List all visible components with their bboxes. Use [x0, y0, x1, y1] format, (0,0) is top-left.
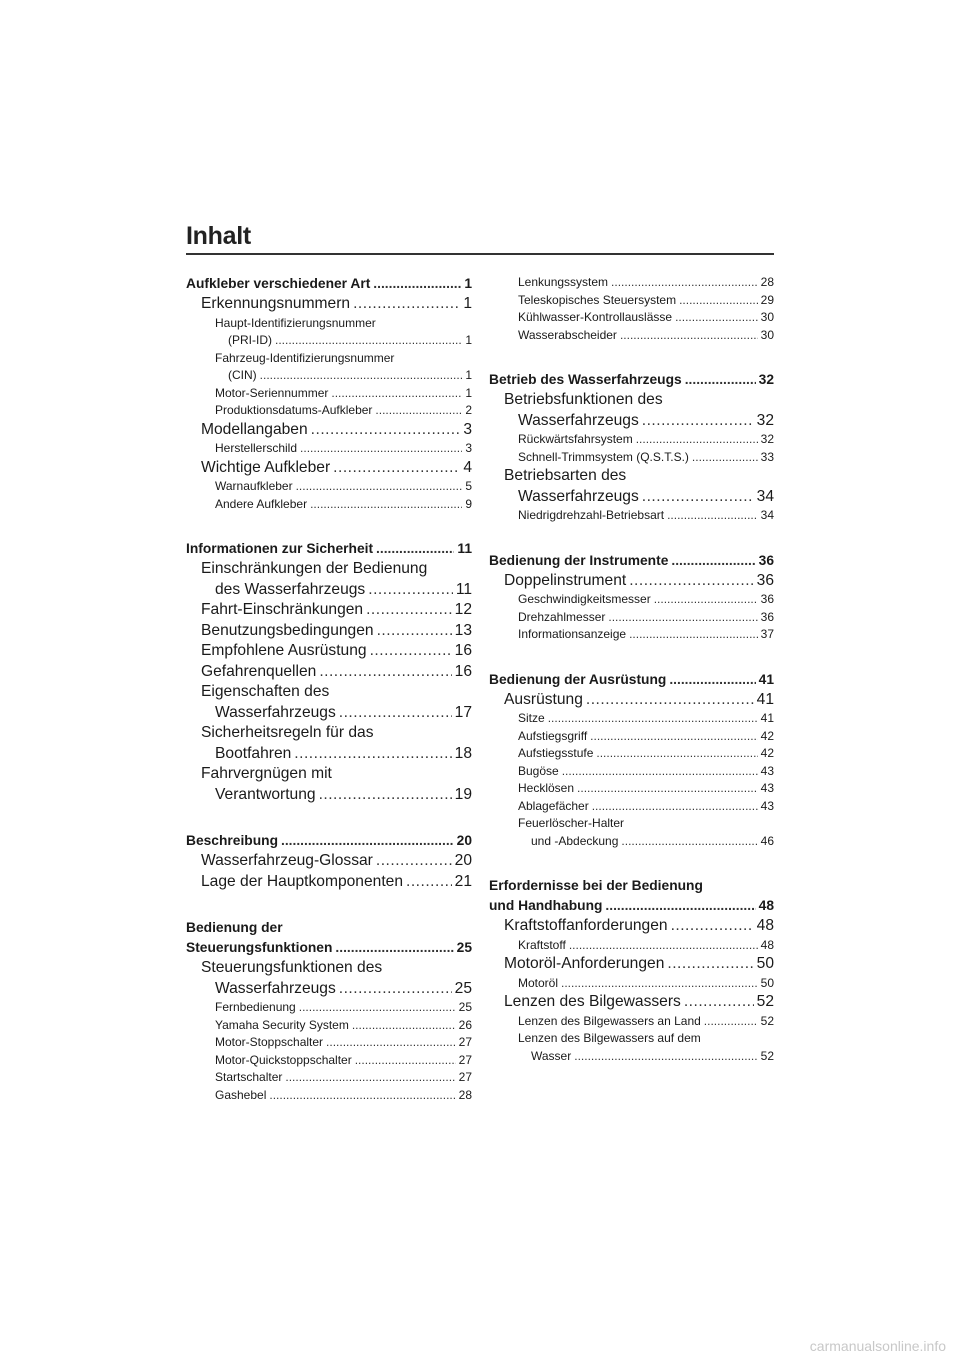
toc-entry[interactable] [489, 670, 774, 690]
toc-entry[interactable] [186, 539, 472, 559]
toc-entry[interactable] [489, 954, 774, 975]
toc-entry-title: Geschwindigkeitsmesser [518, 592, 651, 606]
toc-leader-dots [281, 831, 454, 851]
toc-leader-dots [296, 478, 463, 496]
toc-entry-title: (CIN) [228, 368, 257, 382]
toc-entry-title: und Handhabung [489, 898, 603, 913]
toc-entry[interactable] [186, 478, 472, 496]
toc-page-number: 27 [458, 1035, 472, 1049]
toc-entry[interactable] [186, 662, 472, 683]
toc-leader-dots [642, 487, 754, 508]
toc-leader-dots [368, 580, 453, 601]
toc-entry[interactable] [186, 332, 472, 350]
toc-page-number: 36 [760, 609, 774, 624]
toc-entry-title: Verantwortung [215, 785, 316, 803]
toc-entry[interactable] [186, 1069, 472, 1087]
toc-leader-dots [375, 402, 462, 420]
toc-leader-dots [562, 763, 758, 781]
toc-entry-continued[interactable]: Bedienung der [186, 920, 283, 935]
toc-page-number: 32 [758, 372, 774, 387]
toc-leader-dots [611, 274, 758, 292]
toc-page-number: 4 [463, 458, 472, 476]
toc-entry[interactable] [186, 600, 472, 621]
toc-entry-title: Lenkungssystem [518, 275, 609, 289]
toc-entry[interactable] [186, 851, 472, 872]
toc-entry[interactable] [489, 728, 774, 746]
toc-entry[interactable] [186, 458, 472, 479]
toc-entry-title: Wasserfahrzeug-Glossar [201, 852, 373, 869]
page-title: Inhalt [186, 222, 251, 250]
toc-page-number: 25 [456, 940, 472, 955]
toc-page-number: 13 [454, 621, 472, 639]
toc-entry-title: Ablagefächer [518, 798, 589, 813]
toc-page-number: 30 [760, 310, 774, 324]
toc-page-number: 27 [458, 1070, 472, 1084]
toc-leader-dots [339, 703, 452, 724]
toc-entry-title: Motoröl [518, 975, 559, 990]
toc-page-number: 25 [458, 1000, 472, 1014]
toc-entry-title: (PRI-ID) [228, 333, 272, 347]
toc-entry-title: Steuerungsfunktionen [186, 940, 333, 955]
toc-page-number: 21 [454, 872, 472, 890]
toc-entry-title: Startschalter [215, 1070, 283, 1084]
toc-page-number: 41 [758, 671, 774, 687]
toc-entry-title: Herstellerschild [215, 441, 298, 455]
toc-entry[interactable] [186, 385, 472, 403]
toc-leader-dots [642, 411, 754, 432]
toc-page-number: 9 [465, 496, 472, 511]
toc-leader-dots [376, 851, 452, 872]
toc-entry[interactable] [186, 1017, 472, 1035]
toc-page-number: 1 [465, 368, 472, 382]
toc-entry-continued[interactable]: Betriebsfunktionen des [504, 391, 663, 408]
toc-page-number: 37 [760, 627, 774, 641]
toc-page-number: 32 [756, 411, 774, 429]
toc-entry-title: Bugöse [518, 763, 559, 778]
toc-entry[interactable] [489, 937, 774, 955]
toc-entry-title: Kraftstoffanforderungen [504, 917, 668, 934]
toc-page-number: 11 [455, 580, 472, 598]
toc-page-number: 36 [760, 592, 774, 606]
toc-leader-dots [355, 1052, 456, 1070]
toc-entry[interactable] [186, 294, 472, 315]
toc-leader-dots [596, 745, 757, 763]
toc-leader-dots [577, 780, 758, 798]
toc-page-number: 3 [465, 441, 472, 455]
toc-page-number: 46 [760, 833, 774, 848]
toc-page-number: 11 [457, 541, 472, 556]
toc-page-number: 43 [760, 781, 774, 795]
toc-entry-title: Benutzungsbedingungen [201, 621, 374, 639]
toc-entry[interactable] [489, 507, 774, 525]
toc-page-number: 41 [760, 711, 774, 725]
toc-entry[interactable] [186, 580, 472, 601]
toc-leader-dots [574, 1048, 757, 1066]
toc-page-number: 28 [760, 275, 774, 289]
toc-entry-title: Wasserfahrzeugs [215, 979, 336, 997]
title-divider [186, 253, 774, 255]
toc-page-number: 42 [760, 728, 774, 743]
toc-entry[interactable] [186, 1087, 472, 1105]
toc-entry-title: Andere Aufkleber [215, 496, 308, 511]
toc-entry[interactable] [186, 938, 472, 958]
toc-leader-dots [285, 1069, 455, 1087]
toc-entry[interactable] [489, 449, 774, 467]
toc-leader-dots [331, 385, 462, 403]
section-gap [186, 892, 472, 918]
toc-entry[interactable] [489, 690, 774, 711]
toc-entry[interactable] [489, 780, 774, 798]
toc-entry[interactable] [489, 327, 774, 345]
toc-entry[interactable] [489, 1013, 774, 1031]
toc-leader-dots [590, 728, 757, 746]
toc-entry-title: Gefahrenquellen [201, 662, 317, 680]
toc-entry[interactable] [489, 591, 774, 609]
toc-entry-title: Wichtige Aufkleber [201, 458, 331, 476]
toc-entry[interactable] [489, 609, 774, 627]
toc-entry-title: Bedienung der Ausrüstung [489, 671, 667, 687]
toc-leader-dots [339, 979, 452, 1000]
toc-column-right [489, 274, 774, 1065]
toc-entry-title: Kühlwasser-Kontrollauslässe [518, 310, 673, 324]
toc-page-number: 12 [454, 601, 472, 618]
toc-entry[interactable] [489, 975, 774, 993]
toc-leader-dots [260, 367, 463, 385]
toc-entry[interactable] [186, 872, 472, 893]
toc-entry[interactable] [186, 999, 472, 1017]
toc-page-number: 16 [454, 642, 472, 659]
toc-entry[interactable] [489, 411, 774, 432]
toc-entry-title: Aufstiegsgriff [518, 728, 588, 743]
toc-entry-title: Schnell-Trimmsystem (Q.S.T.S.) [518, 449, 689, 464]
toc-entry-title: Wasser [531, 1048, 572, 1063]
toc-leader-dots [605, 896, 755, 916]
toc-page-number: 27 [458, 1052, 472, 1067]
toc-entry[interactable] [186, 1052, 472, 1070]
toc-leader-dots [684, 992, 754, 1013]
toc-leader-dots [377, 621, 452, 642]
toc-leader-dots [669, 670, 755, 690]
toc-leader-dots [311, 420, 461, 441]
toc-entry[interactable] [186, 979, 472, 1000]
toc-entry-title: Gashebel [215, 1087, 267, 1102]
section-gap [489, 344, 774, 370]
toc-entry-title: Wasserfahrzeugs [215, 703, 336, 721]
toc-page-number: 25 [454, 979, 472, 997]
toc-leader-dots [299, 999, 456, 1017]
section-gap [489, 644, 774, 670]
toc-entry-title: Beschreibung [186, 833, 278, 848]
toc-leader-dots [586, 690, 754, 711]
toc-page-number: 52 [760, 1048, 774, 1063]
toc-page-number: 3 [463, 420, 472, 438]
toc-page-number: 28 [458, 1087, 472, 1102]
toc-page-number: 48 [760, 937, 774, 952]
toc-entry[interactable] [489, 1048, 774, 1066]
toc-entry-title: Ausrüstung [504, 690, 583, 708]
section-gap [489, 850, 774, 876]
toc-leader-dots [671, 551, 755, 571]
toc-page-number: 48 [758, 898, 774, 913]
watermark: carmanualsonline.info [809, 1338, 946, 1354]
toc-entry[interactable] [489, 551, 774, 571]
toc-entry-title: Warnaufkleber [215, 479, 293, 493]
toc-page-number: 41 [756, 690, 774, 708]
toc-leader-dots [310, 496, 462, 514]
toc-entry-title: Wasserfahrzeugs [518, 487, 639, 505]
toc-entry-title: Lenzen des Bilgewassers an Land [518, 1013, 701, 1028]
toc-leader-dots [333, 458, 460, 479]
toc-entry[interactable] [489, 487, 774, 508]
toc-leader-dots [636, 431, 758, 449]
toc-leader-dots [335, 938, 453, 958]
toc-leader-dots [621, 833, 757, 851]
toc-entry-title: Drehzahlmesser [518, 609, 606, 624]
toc-entry[interactable] [186, 703, 472, 724]
section-gap [186, 513, 472, 539]
toc-page-number: 5 [465, 479, 472, 493]
toc-page-number: 36 [756, 571, 774, 589]
toc-page-number: 48 [756, 917, 774, 934]
toc-entry[interactable] [489, 896, 774, 916]
toc-entry-title: Wasserabscheider [518, 327, 617, 342]
toc-leader-dots [326, 1034, 456, 1052]
toc-entry[interactable] [186, 641, 472, 662]
toc-entry[interactable] [489, 309, 774, 327]
toc-leader-dots [679, 292, 758, 310]
toc-entry-title: Erkennungsnummern [201, 295, 351, 312]
toc-entry-title: Motoröl-Anforderungen [504, 955, 665, 972]
toc-page-number: 43 [760, 798, 774, 813]
toc-leader-dots [620, 327, 758, 345]
toc-entry[interactable] [186, 440, 472, 458]
toc-entry[interactable] [489, 798, 774, 816]
toc-leader-dots [353, 294, 460, 315]
toc-entry-title: Hecklösen [518, 781, 575, 795]
toc-page-number: 1 [463, 295, 472, 312]
toc-entry-title: Aufkleber verschiedener Art [186, 276, 371, 291]
toc-leader-dots [569, 937, 758, 955]
toc-entry-title: Sitze [518, 711, 545, 725]
toc-entry-title: Aufstiegsstufe [518, 746, 594, 760]
toc-entry-title: Produktionsdatums-Aufkleber [215, 403, 373, 417]
toc-leader-dots [373, 274, 461, 294]
toc-leader-dots [608, 609, 757, 627]
toc-entry[interactable] [489, 370, 774, 390]
toc-page-number: 34 [760, 508, 774, 522]
toc-leader-dots [352, 1017, 456, 1035]
toc-page-number: 26 [458, 1017, 472, 1032]
toc-entry-title: Lage der Hauptkomponenten [201, 872, 404, 890]
toc-leader-dots [376, 539, 454, 559]
section-gap [489, 525, 774, 551]
toc-entry-title: Kraftstoff [518, 937, 566, 952]
toc-leader-dots [300, 440, 462, 458]
toc-entry-title: des Wasserfahrzeugs [215, 580, 366, 598]
toc-page-number: 32 [760, 432, 774, 446]
toc-page-number: 36 [758, 552, 774, 568]
toc-entry[interactable] [186, 420, 472, 441]
toc-entry-title: Betrieb des Wasserfahrzeugs [489, 372, 682, 387]
toc-entry[interactable] [489, 710, 774, 728]
toc-entry[interactable] [186, 367, 472, 385]
toc-leader-dots [370, 641, 452, 662]
toc-entry-continued[interactable]: Eigenschaften des [201, 683, 330, 700]
toc-entry-title: und -Abdeckung [531, 833, 619, 848]
toc-entry[interactable] [489, 571, 774, 592]
toc-entry-continued[interactable]: Fahrvergnügen mit [201, 765, 332, 782]
toc-leader-dots [561, 975, 758, 993]
toc-leader-dots [275, 332, 462, 350]
toc-page-number: 52 [760, 1013, 774, 1028]
toc-page-number: 1 [465, 385, 472, 400]
toc-entry-title: Teleskopisches Steuersystem [518, 292, 677, 307]
toc-entry-title: Bootfahren [215, 744, 292, 762]
toc-entry[interactable] [489, 916, 774, 937]
toc-page-number: 1 [465, 333, 472, 347]
toc-leader-dots [319, 662, 451, 683]
toc-leader-dots [671, 916, 754, 937]
toc-leader-dots [592, 798, 758, 816]
toc-page-number: 18 [454, 744, 472, 762]
toc-entry[interactable] [489, 763, 774, 781]
toc-entry-title: Motor-Quickstoppschalter [215, 1052, 352, 1067]
toc-page-number: 1 [464, 276, 472, 291]
toc-entry[interactable] [186, 831, 472, 851]
toc-leader-dots [548, 710, 758, 728]
toc-page-number: 30 [760, 327, 774, 342]
toc-entry[interactable] [186, 402, 472, 420]
toc-entry-title: Yamaha Security System [215, 1017, 349, 1032]
toc-leader-dots [667, 507, 758, 525]
toc-page-number: 42 [760, 746, 774, 760]
toc-page-number: 20 [456, 833, 472, 848]
toc-entry-title: Rückwärtsfahrsystem [518, 432, 633, 446]
toc-entry-title: Fernbedienung [215, 1000, 296, 1014]
toc-column-left [186, 274, 472, 1104]
toc-page-number: 17 [454, 703, 472, 721]
toc-page-number: 2 [465, 403, 472, 417]
toc-leader-dots [667, 954, 753, 975]
toc-leader-dots [692, 449, 758, 467]
toc-leader-dots [319, 785, 452, 806]
toc-leader-dots [685, 370, 756, 390]
toc-entry-continued[interactable]: Erfordernisse bei der Bedienung [489, 878, 703, 893]
toc-page-number: 50 [760, 975, 774, 990]
toc-leader-dots [269, 1087, 455, 1105]
toc-leader-dots [366, 600, 452, 621]
toc-entry[interactable] [489, 626, 774, 644]
toc-leader-dots [629, 571, 753, 592]
toc-page-number: 50 [756, 955, 774, 972]
toc-entry[interactable] [186, 744, 472, 765]
toc-entry[interactable] [489, 274, 774, 292]
toc-entry[interactable] [489, 992, 774, 1013]
toc-entry-title: Modellangaben [201, 420, 308, 438]
toc-page-number: 29 [760, 292, 774, 307]
toc-page-number: 43 [760, 763, 774, 778]
toc-leader-dots [629, 626, 758, 644]
toc-page-number: 52 [756, 993, 774, 1010]
toc-entry[interactable] [489, 745, 774, 763]
toc-entry[interactable] [186, 621, 472, 642]
toc-entry-title: Lenzen des Bilgewassers [504, 993, 681, 1010]
toc-entry[interactable] [489, 431, 774, 449]
toc-entry[interactable] [489, 833, 774, 851]
toc-page-number: 20 [454, 852, 472, 869]
toc-entry[interactable] [186, 274, 472, 294]
toc-entry-title: Fahrt-Einschränkungen [201, 601, 364, 618]
toc-entry[interactable] [186, 785, 472, 806]
toc-entry-title: Bedienung der Instrumente [489, 552, 669, 568]
toc-leader-dots [654, 591, 758, 609]
toc-entry-continued[interactable]: Steuerungsfunktionen des [201, 959, 383, 976]
toc-entry-continued[interactable]: Fahrzeug-Identifizierungsnummer [215, 350, 395, 365]
toc-entry-title: Wasserfahrzeugs [518, 411, 639, 429]
toc-entry-continued[interactable]: Feuerlöscher-Halter [518, 816, 625, 830]
section-gap [186, 805, 472, 831]
toc-entry-continued[interactable]: Betriebsarten des [504, 467, 627, 484]
toc-page-number: 33 [760, 449, 774, 464]
toc-leader-dots [406, 872, 452, 893]
toc-leader-dots [294, 744, 451, 765]
toc-page-number: 16 [454, 662, 472, 680]
toc-entry-continued[interactable]: Haupt-Identifizierungsnummer [215, 315, 376, 330]
toc-entry-title: Empfohlene Ausrüstung [201, 642, 367, 659]
toc-page-number: 34 [756, 487, 774, 505]
toc-entry[interactable] [489, 292, 774, 310]
toc-entry[interactable] [186, 496, 472, 514]
toc-page-number: 19 [454, 785, 472, 803]
toc-entry[interactable] [186, 1034, 472, 1052]
toc-entry-title: Informationsanzeige [518, 627, 627, 641]
toc-entry-continued[interactable]: Sicherheitsregeln für das [201, 724, 374, 741]
toc-entry-continued[interactable]: Lenzen des Bilgewassers auf dem [518, 1031, 701, 1045]
toc-entry-title: Motor-Stoppschalter [215, 1035, 324, 1049]
toc-entry-title: Doppelinstrument [504, 571, 627, 589]
toc-entry-continued[interactable]: Einschränkungen der Bedienung [201, 560, 428, 577]
toc-leader-dots [704, 1013, 758, 1031]
toc-entry-title: Niedrigdrehzahl-Betriebsart [518, 508, 665, 522]
toc-entry-title: Informationen zur Sicherheit [186, 541, 374, 556]
toc-leader-dots [675, 309, 758, 327]
toc-entry-title: Motor-Seriennummer [215, 385, 329, 400]
